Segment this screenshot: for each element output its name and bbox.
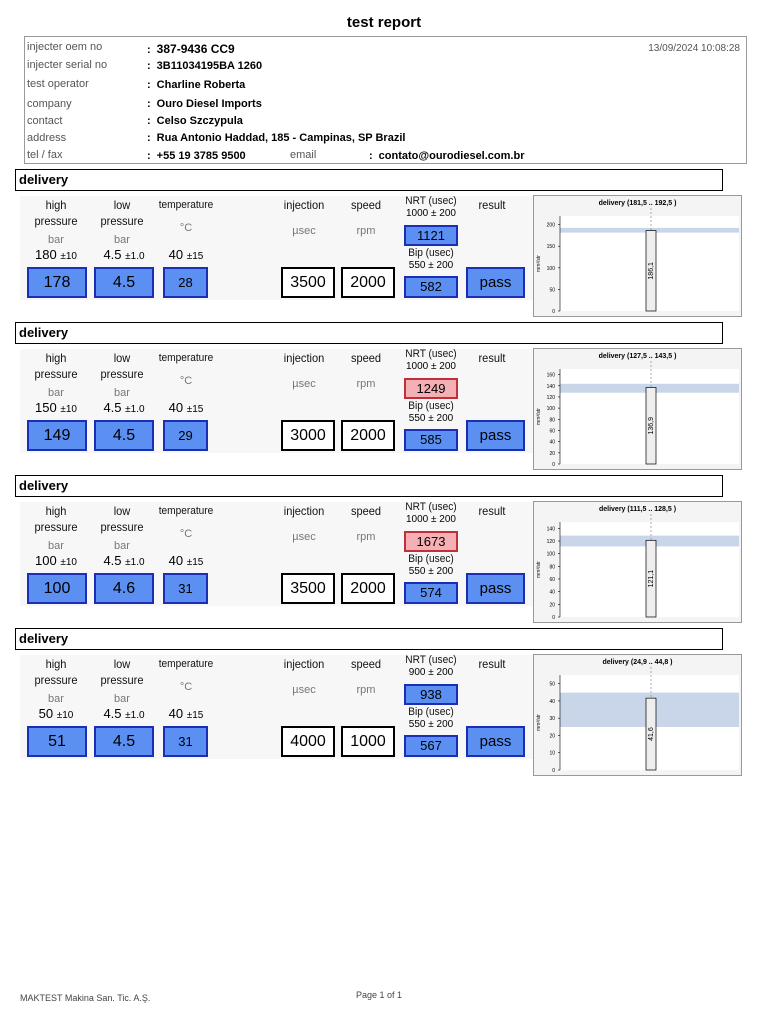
- y-tick-label: 20: [549, 602, 555, 609]
- speed-label: speed: [350, 504, 382, 518]
- result-label: result: [478, 657, 506, 671]
- injection-unit: µsec: [292, 684, 316, 696]
- measurement-panel: [20, 349, 540, 453]
- delivery-chart: [533, 501, 742, 623]
- bar-value-label: 41,6: [647, 727, 655, 741]
- y-tick-label: 0: [552, 462, 555, 468]
- y-tick-label: 20: [549, 450, 555, 457]
- delivery-chart: [533, 348, 742, 470]
- y-axis-label: mm³/str: [536, 714, 542, 731]
- email-value: : contato@ourodiesel.com.br: [369, 150, 525, 162]
- company-label: company: [27, 98, 72, 110]
- temperature-value: 28: [163, 267, 208, 298]
- y-tick-label: 0: [552, 768, 555, 774]
- operator-value: : Charline Roberta: [147, 79, 246, 91]
- oem-value: : 387-9436 CC9: [147, 42, 235, 56]
- high-tolerance: ±10: [60, 404, 77, 415]
- nrt-label: NRT (usec): [405, 654, 457, 666]
- low-tolerance: ±1.0: [125, 251, 145, 262]
- high-pressure-value: 100: [27, 573, 87, 604]
- low-pressure-nominal: [92, 247, 156, 262]
- temperature-label: temperature: [158, 199, 214, 211]
- y-tick-label: 140: [546, 526, 555, 533]
- high-nominal-value: 150: [35, 400, 57, 415]
- bip-label: Bip (usec): [408, 247, 454, 259]
- temp-nominal-value: 40: [168, 553, 184, 568]
- temp-tolerance: ±15: [186, 557, 204, 568]
- y-tick-label: 30: [549, 716, 555, 723]
- delivery-chart-svg: [534, 196, 741, 316]
- high-tolerance: ±10: [56, 710, 74, 721]
- bip-spec: 550 ± 200: [408, 260, 454, 271]
- chart-title: delivery (127,5 .. 143,5 ): [598, 353, 677, 360]
- temperature-nominal: [160, 553, 212, 568]
- measurement-panel: [20, 655, 540, 759]
- y-tick-label: 150: [546, 244, 555, 251]
- bip-spec: 550 ± 200: [408, 719, 454, 730]
- y-tick-label: 200: [546, 222, 555, 229]
- nrt-label: NRT (usec): [405, 195, 457, 207]
- temperature-label: temperature: [158, 658, 214, 670]
- company-value: : Ouro Diesel Imports: [147, 98, 262, 110]
- report-timestamp: 13/09/2024 10:08:28: [648, 43, 740, 54]
- serial-value: : 3B11034195BA 1260: [147, 60, 263, 72]
- section-title: delivery: [15, 475, 723, 497]
- low-pressure-label: pressure: [100, 214, 144, 228]
- footer-page: Page 1 of 1: [356, 990, 403, 1000]
- chart-title: delivery (111,5 .. 128,5 ): [598, 506, 677, 513]
- nrt-value: 1121: [404, 225, 458, 246]
- low-tolerance: ±1.0: [125, 710, 145, 721]
- low-pressure-label: pressure: [100, 520, 144, 534]
- y-tick-label: 0: [552, 615, 555, 621]
- low-pressure-label: pressure: [100, 673, 144, 687]
- speed-value: 1000: [341, 726, 395, 757]
- y-tick-label: 140: [546, 383, 555, 390]
- y-tick-label: 0: [552, 309, 555, 315]
- low-nominal-value: 4.5: [103, 400, 122, 415]
- y-tick-label: 160: [546, 372, 555, 379]
- injection-label: injection: [283, 657, 325, 671]
- temp-tolerance: ±15: [186, 251, 204, 262]
- nrt-label: NRT (usec): [405, 501, 457, 513]
- y-tick-label: 120: [546, 539, 555, 545]
- temperature-value: 31: [163, 573, 208, 604]
- high-pressure-nominal: [26, 400, 86, 415]
- temperature-label: temperature: [158, 505, 214, 517]
- y-tick-label: 80: [549, 417, 555, 424]
- bip-label: Bip (usec): [408, 553, 454, 565]
- bip-value: 585: [404, 429, 458, 451]
- nrt-spec: 1000 ± 200: [406, 361, 456, 372]
- speed-unit: rpm: [356, 684, 376, 696]
- result-label: result: [478, 351, 506, 365]
- y-tick-label: 120: [546, 394, 555, 401]
- high-pressure-label: pressure: [34, 367, 78, 381]
- nrt-value: 938: [404, 684, 458, 705]
- low-nominal-value: 4.5: [103, 706, 122, 721]
- y-tick-label: 100: [546, 265, 555, 272]
- operator-label: test operator: [27, 78, 89, 90]
- delivery-chart: [533, 195, 742, 317]
- high-label: high: [45, 504, 67, 518]
- high-unit: bar: [48, 540, 64, 552]
- low-tolerance: ±1.0: [125, 404, 145, 415]
- y-tick-label: 80: [549, 564, 555, 571]
- colon: :: [147, 44, 151, 56]
- result-badge: pass: [466, 420, 525, 451]
- y-tick-label: 50: [549, 287, 555, 294]
- nrt-label: NRT (usec): [405, 348, 457, 360]
- low-label: low: [113, 198, 131, 212]
- injection-unit: µsec: [292, 378, 316, 390]
- nrt-spec: 1000 ± 200: [406, 514, 456, 525]
- speed-value: 2000: [341, 573, 395, 604]
- contact-value: : Celso Szczypula: [147, 115, 243, 127]
- temp-tolerance: ±15: [186, 404, 204, 415]
- low-unit: bar: [114, 234, 130, 246]
- section-title: delivery: [15, 628, 723, 650]
- high-tolerance: ±10: [60, 251, 77, 262]
- result-label: result: [478, 198, 506, 212]
- y-tick-label: 100: [546, 406, 555, 413]
- bip-label: Bip (usec): [408, 400, 454, 412]
- tel-value: : +55 19 3785 9500: [147, 150, 246, 162]
- nrt-value: 1673: [404, 531, 458, 552]
- tel-label: tel / fax: [27, 149, 63, 161]
- measurement-panel: [20, 196, 540, 300]
- speed-label: speed: [350, 198, 382, 212]
- injection-unit: µsec: [292, 531, 316, 543]
- section-title: delivery: [15, 169, 723, 191]
- result-label: result: [478, 504, 506, 518]
- bar-value-label: 121,1: [647, 569, 655, 588]
- y-tick-label: 40: [549, 589, 555, 596]
- delivery-chart-svg: [534, 349, 741, 469]
- result-badge: pass: [466, 573, 525, 604]
- speed-value: 2000: [341, 420, 395, 451]
- speed-unit: rpm: [356, 531, 376, 543]
- temperature-value: 29: [163, 420, 208, 451]
- bip-value: 567: [404, 735, 458, 757]
- temp-nominal-value: 40: [168, 247, 184, 262]
- high-nominal-value: 100: [35, 553, 57, 568]
- low-pressure-value: 4.5: [94, 726, 154, 757]
- footer-company: MAKTEST Makina San. Tic. A.Ş.: [20, 993, 151, 1003]
- low-pressure-value: 4.5: [94, 267, 154, 298]
- y-tick-label: 50: [549, 681, 555, 688]
- high-pressure-label: pressure: [34, 214, 78, 228]
- low-pressure-value: 4.6: [94, 573, 154, 604]
- section-title: delivery: [15, 322, 723, 344]
- low-unit: bar: [114, 693, 130, 705]
- high-pressure-nominal: [26, 247, 86, 262]
- result-badge: pass: [466, 267, 525, 298]
- speed-unit: rpm: [356, 378, 376, 390]
- high-pressure-nominal: [26, 553, 86, 568]
- y-tick-label: 10: [549, 750, 555, 757]
- high-pressure-nominal: [26, 706, 86, 721]
- y-axis-label: mm³/str: [536, 255, 542, 272]
- low-nominal-value: 4.5: [103, 553, 122, 568]
- temperature-nominal: [160, 400, 212, 415]
- low-unit: bar: [114, 540, 130, 552]
- result-badge: pass: [466, 726, 525, 757]
- y-tick-label: 40: [549, 698, 555, 705]
- delivery-chart: [533, 654, 742, 776]
- high-pressure-label: pressure: [34, 520, 78, 534]
- temp-unit: °C: [179, 222, 193, 234]
- injection-value: 3000: [281, 420, 335, 451]
- low-pressure-nominal: [92, 706, 156, 721]
- speed-label: speed: [350, 657, 382, 671]
- temperature-nominal: [160, 247, 212, 262]
- serial-label: injecter serial no: [27, 59, 108, 71]
- low-pressure-nominal: [92, 400, 156, 415]
- y-tick-label: 40: [549, 439, 555, 446]
- bip-value: 574: [404, 582, 458, 604]
- injection-label: injection: [283, 198, 325, 212]
- y-axis-label: mm³/str: [536, 408, 542, 425]
- nrt-value: 1249: [404, 378, 458, 399]
- temperature-nominal: [160, 706, 212, 721]
- injection-unit: µsec: [292, 225, 316, 237]
- delivery-chart-svg: [534, 655, 741, 775]
- report-title: test report: [346, 14, 422, 31]
- injection-value: 3500: [281, 573, 335, 604]
- nrt-spec: 1000 ± 200: [406, 208, 456, 219]
- high-pressure-label: pressure: [34, 673, 78, 687]
- bip-spec: 550 ± 200: [408, 566, 454, 577]
- chart-title: delivery (24,9 .. 44,8 ): [602, 659, 673, 666]
- low-label: low: [113, 657, 131, 671]
- measurement-panel: [20, 502, 540, 606]
- temp-unit: °C: [179, 528, 193, 540]
- injection-value: 4000: [281, 726, 335, 757]
- oem-label: injecter oem no: [27, 41, 103, 53]
- temp-nominal-value: 40: [168, 706, 184, 721]
- low-label: low: [113, 504, 131, 518]
- speed-unit: rpm: [356, 225, 376, 237]
- email-label: email: [290, 149, 317, 161]
- high-nominal-value: 180: [35, 247, 57, 262]
- temp-unit: °C: [179, 375, 193, 387]
- high-label: high: [45, 351, 67, 365]
- high-unit: bar: [48, 387, 64, 399]
- y-tick-label: 60: [549, 577, 555, 583]
- temp-unit: °C: [179, 681, 193, 693]
- injection-label: injection: [283, 351, 325, 365]
- low-label: low: [113, 351, 131, 365]
- delivery-chart-svg: [534, 502, 741, 622]
- y-tick-label: 100: [546, 551, 555, 558]
- high-unit: bar: [48, 234, 64, 246]
- bip-label: Bip (usec): [408, 706, 454, 718]
- temperature-value: 31: [163, 726, 208, 757]
- high-pressure-value: 178: [27, 267, 87, 298]
- injection-label: injection: [283, 504, 325, 518]
- bip-value: 582: [404, 276, 458, 298]
- speed-value: 2000: [341, 267, 395, 298]
- nrt-spec: 900 ± 200: [408, 667, 454, 678]
- address-label: address: [27, 132, 67, 144]
- high-pressure-value: 149: [27, 420, 87, 451]
- injection-value: 3500: [281, 267, 335, 298]
- high-tolerance: ±10: [60, 557, 77, 568]
- high-pressure-value: 51: [27, 726, 87, 757]
- temp-nominal-value: 40: [168, 400, 184, 415]
- low-pressure-value: 4.5: [94, 420, 154, 451]
- address-value: : Rua Antonio Haddad, 185 - Campinas, SP Brazil: [147, 132, 406, 144]
- low-unit: bar: [114, 387, 130, 399]
- contact-label: contact: [27, 115, 63, 127]
- low-tolerance: ±1.0: [125, 557, 145, 568]
- high-label: high: [45, 657, 67, 671]
- chart-title: delivery (181,5 .. 192,5 ): [598, 200, 677, 207]
- y-tick-label: 60: [549, 428, 555, 435]
- temp-tolerance: ±15: [186, 710, 204, 721]
- speed-label: speed: [350, 351, 382, 365]
- temperature-label: temperature: [158, 352, 214, 364]
- high-label: high: [45, 198, 67, 212]
- y-axis-label: mm³/str: [536, 561, 542, 578]
- y-tick-label: 20: [549, 733, 555, 740]
- high-nominal-value: 50: [38, 706, 54, 721]
- bar-value-label: 186,1: [647, 262, 655, 280]
- high-unit: bar: [48, 693, 64, 705]
- bip-spec: 550 ± 200: [408, 413, 454, 424]
- injector-info-box: [24, 36, 747, 164]
- bar-value-label: 136,9: [647, 416, 655, 435]
- low-nominal-value: 4.5: [103, 247, 122, 262]
- low-pressure-nominal: [92, 553, 156, 568]
- low-pressure-label: pressure: [100, 367, 144, 381]
